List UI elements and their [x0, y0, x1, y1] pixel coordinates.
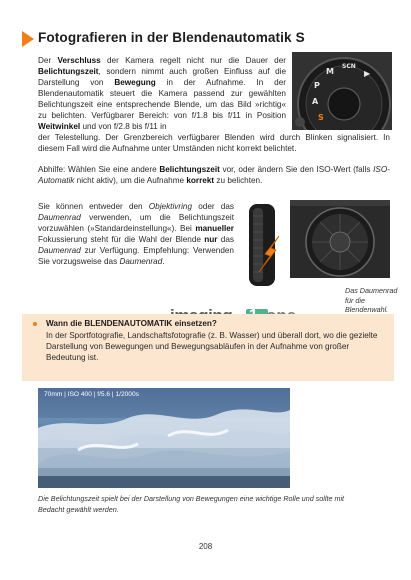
paragraph-verschluss: Der Verschluss der Kamera regelt nicht nur die Dauer der Belichtungszeit, sondern nimmt auch großen Einfluss auf die Darstellung von Bewegung in der Aufnahme. In der Blendenautomatik steuert die Kamera passend zur gewählten Belichtungszeit eine entsprechende Blende, um das Bild »richtig« zu belichten. Verfügbarer Bereich: von f/1.8 bis f/11 in Position Weitwinkel und von f/2.8 bis f/11 in	[38, 56, 287, 131]
paragraph-telestellung: der Telestellung. Der Grenzbereich verfügbarer Blenden wird durch Blinken signalisiert. In diesem Fall wird die Aufnahme unter Umständen nicht korrekt belichtet.	[38, 133, 390, 153]
paragraph-abhilfe: Abhilfe: Wählen Sie eine andere Belichtungszeit vor, oder ändern Sie den ISO-Wert (falls ISO-Automatik nicht aktiv), um die Aufnahme korrekt zu belichten.	[38, 165, 390, 185]
page-number: 208	[198, 542, 213, 551]
camera-mode-dial-image	[292, 52, 392, 130]
tip-body: In der Sportfotografie, Landschaftsfotografie (z. B. Wasser) und überall dort, wo die gezielte Darstellung von Bewegungen und Bewegungsabläufen in der Aufnahme von großer Bedeutung ist.	[46, 331, 378, 362]
triangle-bullet-icon	[22, 31, 34, 47]
photo-exif-label: 70mm | ISO 400 | f/5.6 | 1/2000s	[44, 391, 139, 398]
svg-text:A: A	[312, 97, 319, 106]
svg-text:P: P	[314, 81, 320, 90]
svg-text:S: S	[318, 113, 324, 122]
heading-text: Fotografieren in der Blendenautomatik S	[38, 30, 305, 45]
ocean-wave-photo	[38, 388, 290, 488]
tip-title: Wann die BLENDENAUTOMATIK einsetzen?	[46, 319, 217, 328]
svg-text:SCN: SCN	[342, 63, 356, 70]
camera-thumb-wheel-image	[243, 200, 281, 290]
thumb-wheel-closeup-image	[290, 200, 390, 278]
photo-caption: Die Belichtungszeit spielt bei der Darstellung von Bewegungen eine wichtige Rolle und sollte mit Bedacht gewählt werden.	[38, 494, 345, 514]
thumb-wheel-caption: Das Daumenrad für die Blendenwahl.	[345, 286, 398, 314]
svg-text:M: M	[326, 67, 334, 76]
bullet-dot-icon	[33, 322, 37, 326]
paragraph-daumenrad: Sie können entweder den Objektivring oder das Daumenrad verwenden, um die Belichtungszeit vorzuwählen (»Standardeinstellung«). Bei manueller Fokussierung steht für die Wahl der Blende nur das Daumenrad zur Verfügung. Empfehlung: Verwenden Sie vorzugsweise das Daumenrad.	[38, 202, 235, 266]
tip-box	[22, 314, 394, 381]
section-heading	[22, 30, 392, 48]
svg-text:▶: ▶	[364, 69, 371, 78]
